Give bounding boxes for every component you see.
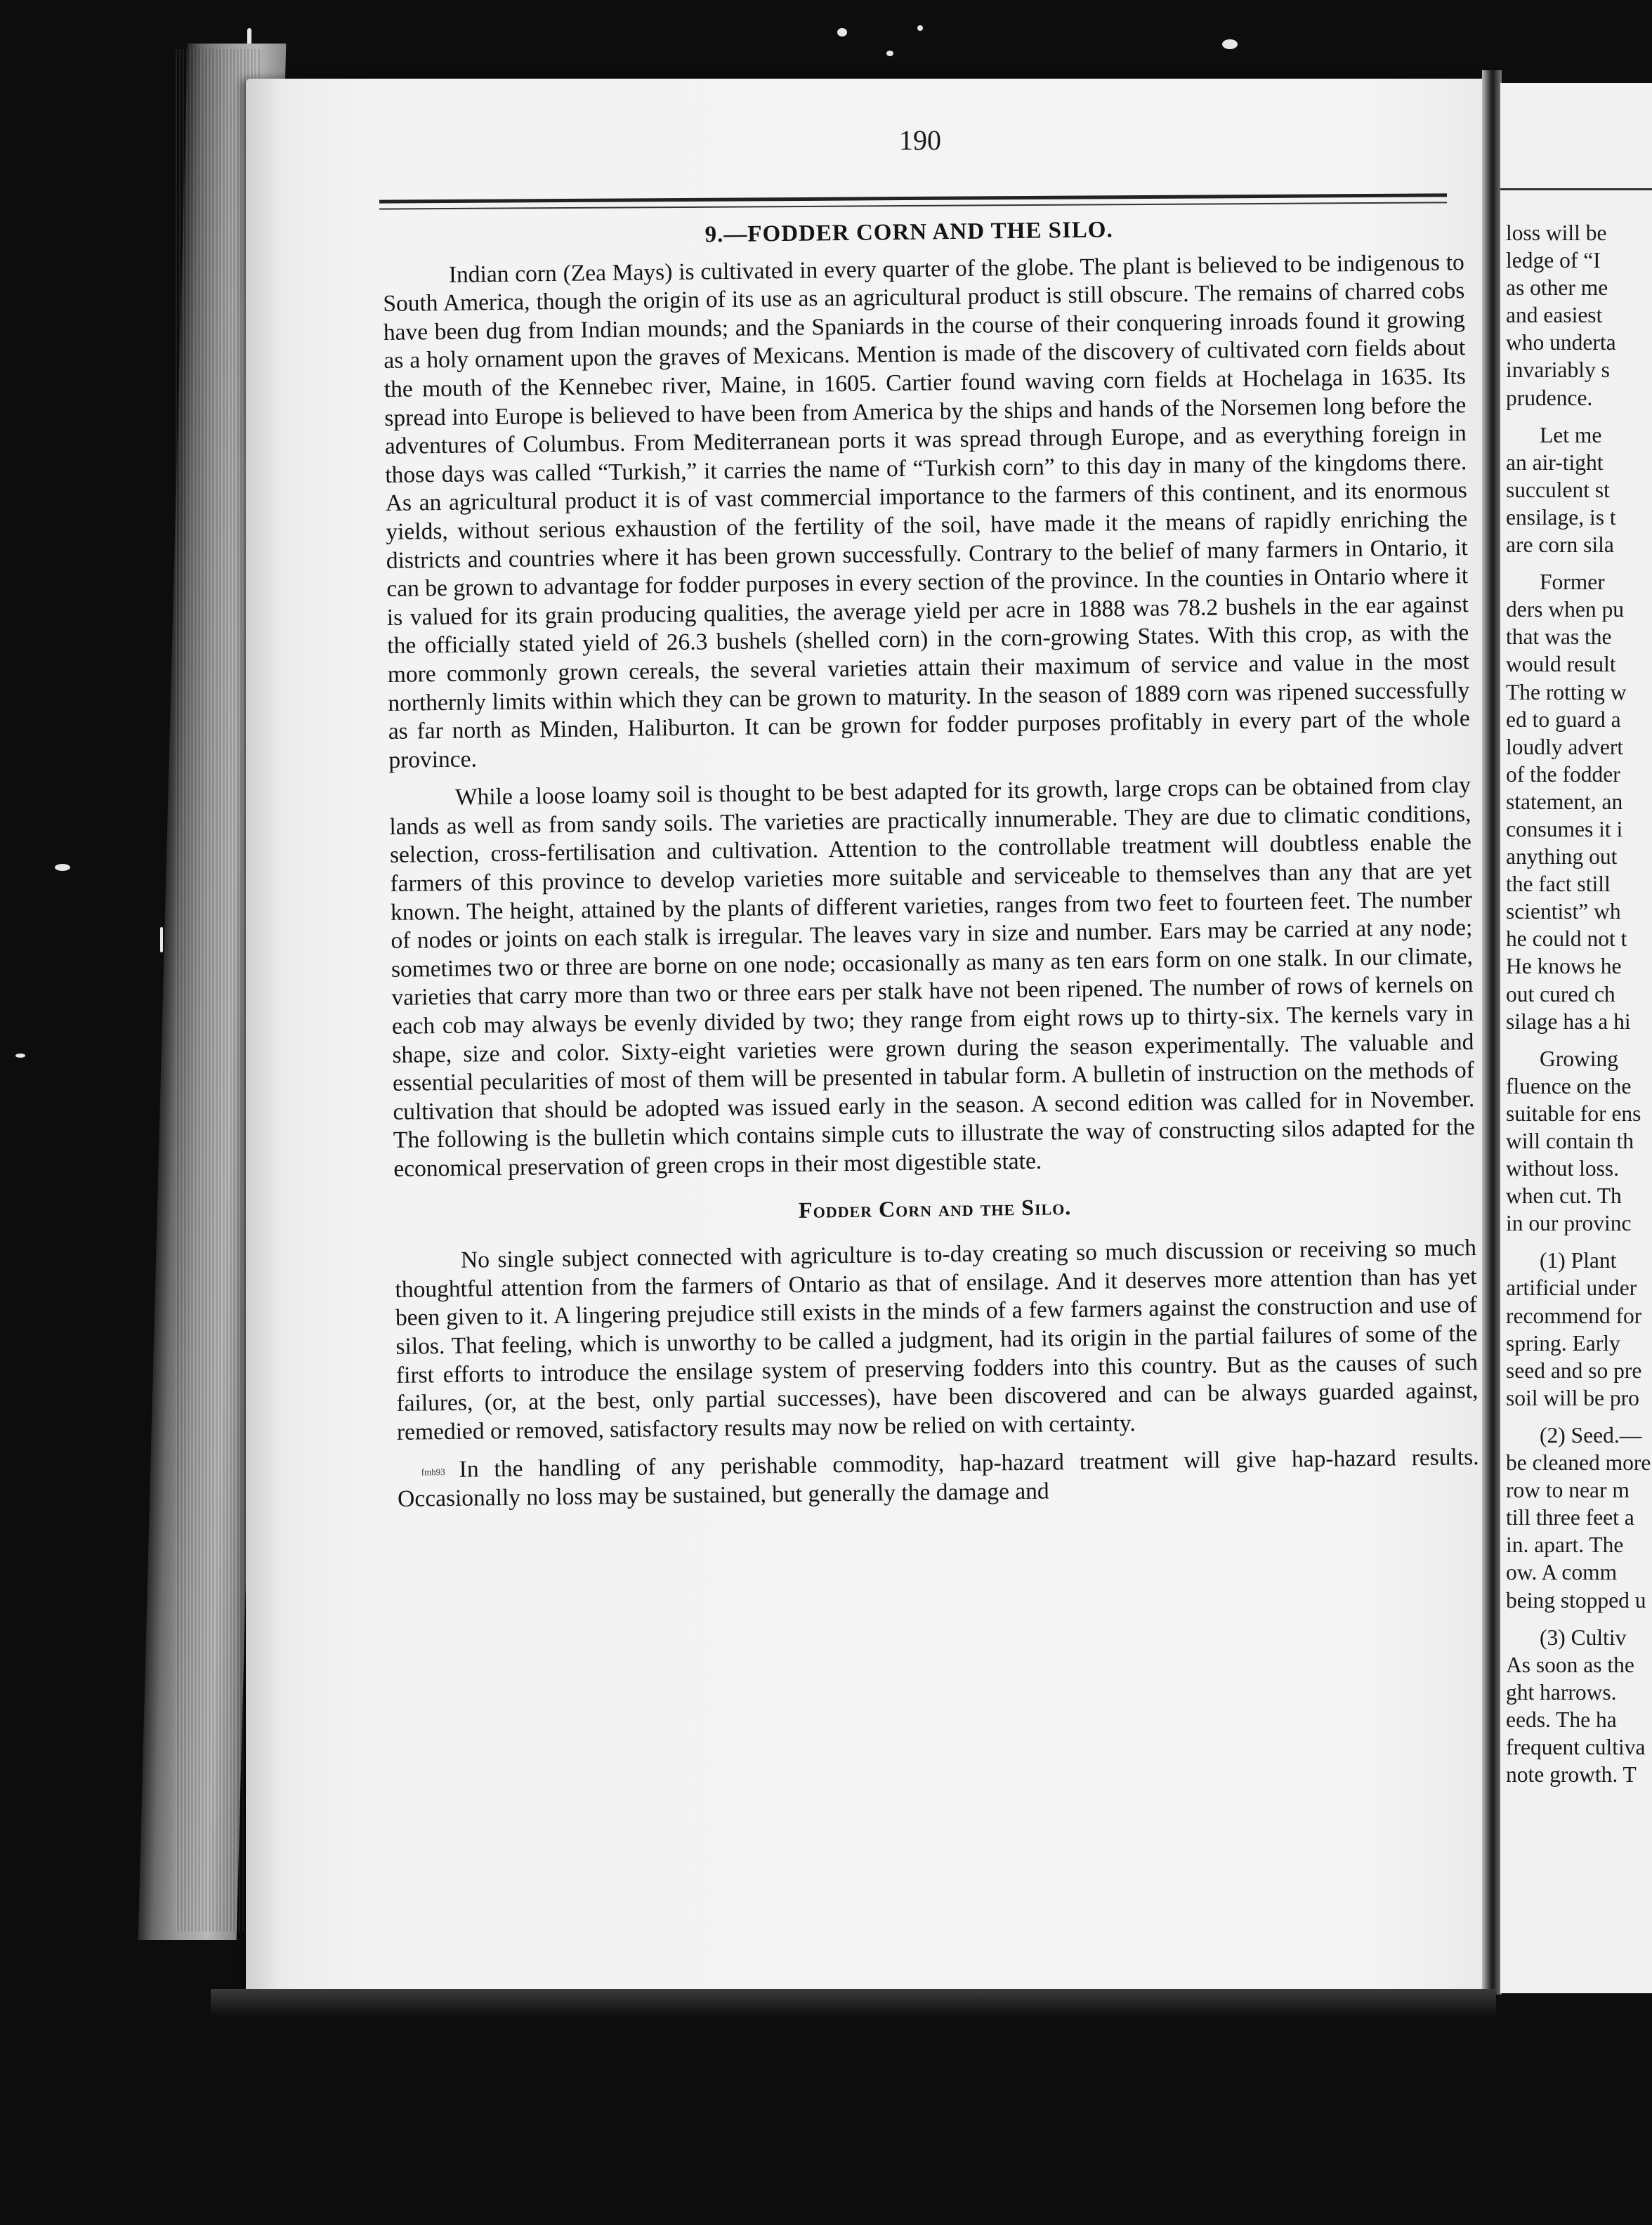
dust-speck	[837, 28, 847, 37]
right-line: out cured ch	[1506, 981, 1615, 1006]
right-line	[1506, 1035, 1652, 1045]
right-line	[1506, 558, 1652, 568]
right-line: he could not t	[1506, 926, 1627, 952]
right-line: till three feet a	[1506, 1505, 1634, 1530]
section-title: 9.—FODDER CORN AND THE SILO.	[704, 217, 1113, 248]
right-line	[1506, 1412, 1652, 1422]
catalog-stamp: fmh93	[421, 1466, 445, 1478]
right-line: prudence.	[1506, 385, 1593, 410]
right-line: recommend for	[1506, 1303, 1642, 1328]
right-line: ow. A comm	[1506, 1560, 1618, 1585]
right-line: consumes it i	[1506, 816, 1623, 841]
right-line: ensilage, is t	[1506, 504, 1616, 530]
dust-speck	[917, 25, 923, 31]
right-line: in our provinc	[1506, 1211, 1632, 1236]
right-line: seed and so pre	[1506, 1358, 1642, 1383]
right-line: when cut. Th	[1506, 1183, 1622, 1209]
right-line: invariably s	[1506, 357, 1610, 383]
dust-speck	[55, 864, 70, 871]
right-line	[1506, 1237, 1652, 1247]
right-line: As soon as the	[1506, 1652, 1634, 1677]
right-line: fluence on the	[1506, 1073, 1632, 1098]
right-page-fragment	[1500, 83, 1652, 1993]
right-line: as other me	[1506, 275, 1608, 301]
right-line: He knows he	[1506, 954, 1622, 979]
book-gutter	[1482, 70, 1502, 1995]
right-line: would result	[1506, 652, 1616, 677]
right-line: eeds. The ha	[1506, 1707, 1617, 1732]
right-line: (2) Seed.—	[1540, 1422, 1642, 1448]
right-line: (1) Plant	[1540, 1248, 1617, 1273]
right-line: artificial under	[1506, 1275, 1637, 1301]
paragraph: No single subject connected with agriculture is to-day creating so much discussion or receiving so much thoughtful attention from the farmers of Ontario as that of ensilage. And it deserves more attention than has yet been given to it. A lingering prejudice still exists in the minds of a few farmers against the construction and use of silos. That feeling, which is unworthy to be called a judgment, had its origin in the partial failures of some of the first efforts to introduce the ensilage system of preserving fodders into this country. But as the causes of such failures, (or, at the best, only partial successes), have been discovered and can be always guarded against, remedied or removed, satisfactory results may now be relied on with certainty.	[395, 1235, 1479, 1445]
right-line: loudly advert	[1506, 734, 1624, 759]
right-line: (3) Cultiv	[1540, 1625, 1627, 1650]
right-line	[1506, 1614, 1652, 1624]
right-line: Former	[1540, 570, 1605, 595]
right-line: spring. Early	[1506, 1330, 1620, 1356]
right-line: row to near m	[1506, 1478, 1630, 1503]
right-line: frequent cultiva	[1506, 1734, 1646, 1759]
right-line: an air-tight	[1506, 449, 1604, 475]
paragraph: While a loose loamy soil is thought to be best adapted for its growth, large crops can be obtained from clay lands as well as from sandy soils. The varieties are practically innumerable. They are due to climatic conditions, selection, cross-fertilisation and cultivation. Attention to the controllable treatment will doubtless enable the farmers of this province to develop varieties more suitable and serviceable to themselves than any that are yet known. The height, attained by the plants of different varieties, ranges from two feet to fourteen feet. The number of nodes or joints on each stalk is irregular. The leaves vary in size and number. Ears may be carried at any node; sometimes two or three are borne on one node; occasionally as many as ten ears form on one stalk. In our climate, varieties that carry more than two or three ears per stalk have not been ripened. The number of rows of kernels on each cob may always be evenly divided by two; they range from eight rows up to thirty-six. The kernels vary in shape, size and color. Sixty-eight varieties were grown during the season experimentally. The valuable and essential pecularities of most of them will be presented in tabular form. A bulletin of instruction on the methods of cultivation that should be adopted was issued early in the season. A second edition was called for in November. The following is the bulletin which contains simple cuts to illustrate the way of constructing silos adapted for the economical preservation of green crops in their most digestible state.	[389, 772, 1476, 1182]
paragraph-text: In the handling of any perishable commodity, hap-hazard treatment will give hap-hazard results. Occasionally no loss may be sustained, but generally the damage and	[397, 1444, 1479, 1512]
right-line: of the fodder	[1506, 761, 1620, 787]
right-line: will contain th	[1506, 1129, 1634, 1153]
right-header-rule	[1500, 188, 1652, 190]
bulletin-title: Fodder Corn and the Silo.	[798, 1193, 1072, 1223]
right-line: Growing	[1540, 1046, 1618, 1071]
right-line: without loss.	[1506, 1156, 1620, 1181]
right-line: note growth. T	[1506, 1762, 1637, 1787]
right-line: ght harrows.	[1506, 1679, 1617, 1705]
right-line: soil will be pro	[1506, 1385, 1639, 1410]
paragraph-last	[397, 1443, 1479, 1514]
left-page-text	[382, 211, 1479, 1523]
right-line: anything out	[1506, 844, 1618, 869]
right-line: in. apart. The	[1506, 1532, 1624, 1558]
right-line: be cleaned more	[1506, 1450, 1651, 1476]
right-line: The rotting w	[1506, 679, 1627, 704]
right-line: who underta	[1506, 330, 1616, 355]
dust-speck	[15, 1054, 25, 1058]
right-line: scientist” wh	[1506, 899, 1621, 924]
right-page-text	[1506, 219, 1652, 1788]
right-line: silage has a hi	[1506, 1009, 1631, 1034]
right-line: statement, an	[1506, 789, 1623, 814]
paragraph: Indian corn (Zea Mays) is cultivated in every quarter of the globe. The plant is believed to be indigenous to South America, though the origin of its use as an agricultural product is still obscure. The remains of charred cobs have been dug from Indian mounds; and the Spaniards in the course of their conquering inroads found it growing as a holy ornament upon the graves of Mexicans. Mention is made of the discovery of cultivated corn fields about the mouth of the Kennebec river, Maine, in 1605. Cartier found waving corn fields at Hochelaga in 1635. Its spread into Europe is believed to have been from America by the ships and hands of the Norsemen long before the adventures of Columbus. From Mediterranean ports it was spread through Europe, and as everything foreign in those days was called “Turkish,” it carries the name of “Turkish corn” to this day in many of the kingdoms there. As an agricultural product it is of vast commercial importance to the farmers of this continent, and its enormous yields, without serious exhaustion of the fertility of the soil, have made it the means of rapidly enriching the districts and countries where it has been grown successfully. Contrary to the belief of many farmers in Ontario, it can be grown to advantage for fodder purposes in every section of the province. In the counties in Ontario where it is valued for its grain producing qualities, the average yield per acre in 1888 was 78.2 bushels in the ear against the officially stated yield of 26.3 bushels (shelled corn) in the corn-growing States. With this crop, as with the more commonly grown cereals, the several varieties attain their maximum of service and value in the most northernly limits within which they can be grown to maturity. In the season of 1889 corn was ripened successfully as far north as Minden, Haliburton. It can be grown for fodder purposes profitably in every part of the whole province.	[383, 249, 1470, 773]
right-line: loss will be	[1506, 221, 1607, 245]
right-line: suitable for ens	[1506, 1101, 1641, 1126]
dust-speck	[1222, 39, 1238, 49]
right-line: Let me	[1540, 422, 1602, 447]
right-line: ledge of “I	[1506, 248, 1601, 273]
dust-speck	[886, 51, 893, 56]
right-line: that was the	[1506, 624, 1612, 650]
right-line: and easiest	[1506, 303, 1603, 328]
right-line: are corn sila	[1506, 532, 1614, 558]
right-line: succulent st	[1506, 477, 1610, 502]
right-line: being stopped u	[1506, 1587, 1646, 1613]
right-line: the fact still	[1506, 872, 1611, 897]
right-line: ed to guard a	[1506, 707, 1621, 732]
page-bottom-shadow	[211, 1989, 1496, 2017]
page-number: 190	[899, 124, 941, 156]
dust-speck	[160, 927, 163, 952]
right-line: ders when pu	[1506, 597, 1624, 622]
right-line	[1506, 412, 1652, 421]
